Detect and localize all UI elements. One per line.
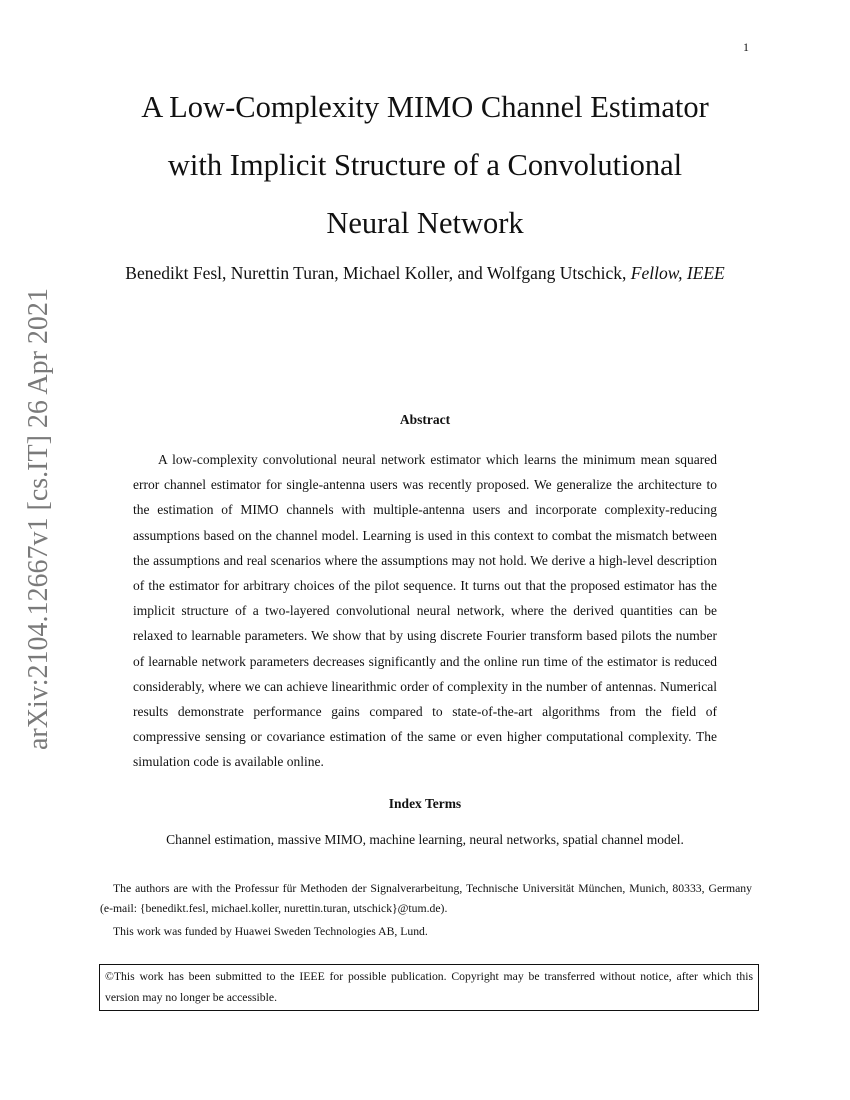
funding-footnote: This work was funded by Huawei Sweden Technologies AB, Lund. xyxy=(113,925,428,938)
author-names: Benedikt Fesl, Nurettin Turan, Michael Koller, and Wolfgang Utschick, xyxy=(125,263,627,283)
author-list xyxy=(80,258,770,289)
author-membership: Fellow, IEEE xyxy=(630,263,725,283)
copyright-notice: ©This work has been submitted to the IEEE for possible publication. Copyright may be transferred without notice, after which this version may no longer be accessible. xyxy=(99,964,759,1011)
index-terms-text: Channel estimation, massive MIMO, machine learning, neural networks, spatial channel model. xyxy=(166,832,684,847)
arxiv-identifier-stamp: arXiv:2104.12667v1 [cs.IT] 26 Apr 2021 xyxy=(23,288,54,750)
paper-title xyxy=(80,78,770,252)
abstract-heading: Abstract xyxy=(399,412,451,427)
affiliation-footnote: The authors are with the Professur für Methoden der Signalverarbeitung, Technische Universität München, Munich, 80333, Germany (e-mail: {benedikt.fesl, michael.koller, nurettin.turan, utschick}@tum.de). xyxy=(100,882,752,915)
title-line: A Low-Complexity MIMO Channel Estimator xyxy=(141,90,709,124)
index-terms-heading: Index Terms xyxy=(388,796,462,811)
title-line: with Implicit Structure of a Convolutional xyxy=(167,148,683,182)
abstract-text: A low-complexity convolutional neural network estimator which learns the minimum mean squared error channel estimator for single-antenna users was recently proposed. We generalize the architecture to the estimation of MIMO channels with multiple-antenna users and incorporate complexity-reducing assumptions based on the channel model. Learning is used in this context to combat the mismatch between the assumptions and real scenarios where the assumptions may not hold. We derive a high-level description of the estimator for arbitrary choices of the pilot sequence. It turns out that the proposed estimator has the implicit structure of a two-layered convolutional neural network, where the derived quantities can be relaxed to learnable parameters. We show that by using discrete Fourier transform based pilots the number of learnable network parameters decreases significantly and the online run time of the estimator is reduced considerably, where we can achieve linearithmic order of complexity in the number of antennas. Numerical results demonstrate performance gains compared to state-of-the-art algorithms from the field of compressive sensing or covariance estimation of the same or even higher computational complexity. The simulation code is available online. xyxy=(133,452,717,770)
page-number: 1 xyxy=(743,40,749,54)
title-line: Neural Network xyxy=(326,206,524,240)
